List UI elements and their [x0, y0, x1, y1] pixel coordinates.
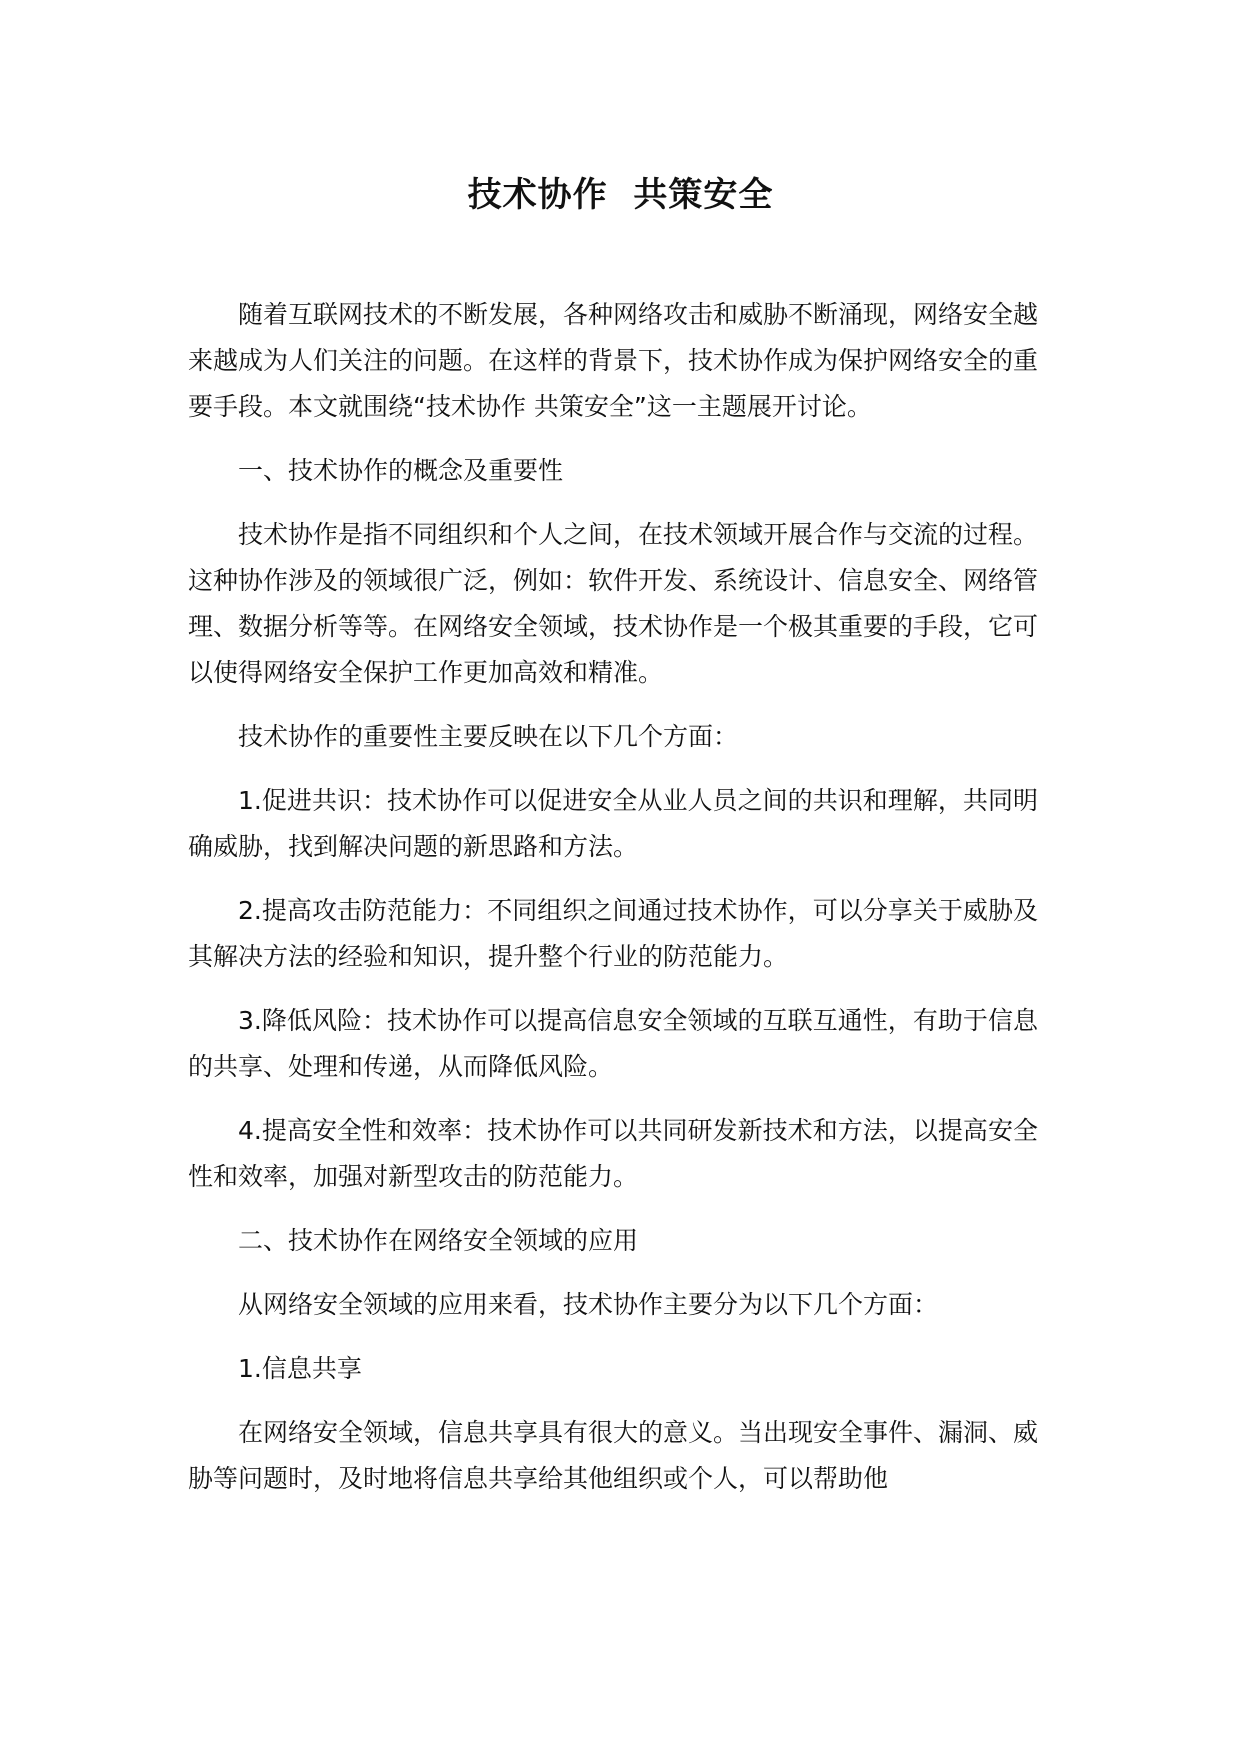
document-title: 技术协作 共策安全	[467, 175, 774, 215]
list-item-2: 2.提高攻击防范能力：不同组织之间通过技术协作，可以分享关于威胁及其解决方法的经验和知识，提升整个行业的防范能力。	[188, 896, 1038, 971]
paragraph-concept: 技术协作是指不同组织和个人之间，在技术领域开展合作与交流的过程。这种协作涉及的领域很广泛，例如：软件开发、系统设计、信息安全、网络管理、数据分析等等。在网络安全领域，技术协作是一个极其重要的手段，它可以使得网络安全保护工作更加高效和精准。	[188, 520, 1039, 687]
paragraph-intro: 随着互联网技术的不断发展，各种网络攻击和威胁不断涌现，网络安全越来越成为人们关注的问题。在这样的背景下，技术协作成为保护网络安全的重要手段。本文就围绕“技术协作 共策安全”这一主题展开讨论。	[188, 300, 1039, 421]
paragraph-info-sharing: 在网络安全领域，信息共享具有很大的意义。当出现安全事件、漏洞、威胁等问题时，及时地将信息共享给其他组织或个人，可以帮助他	[188, 1418, 1039, 1493]
list-item-4: 4.提高安全性和效率：技术协作可以共同研发新技术和方法，以提高安全性和效率，加强对新型攻击的防范能力。	[188, 1116, 1038, 1191]
paragraph-application-intro: 从网络安全领域的应用来看，技术协作主要分为以下几个方面：	[238, 1290, 939, 1319]
document-body	[188, 292, 1038, 1520]
list-item-1: 1.促进共识：技术协作可以促进安全从业人员之间的共识和理解，共同明确威胁，找到解决问题的新思路和方法。	[188, 786, 1038, 861]
section-heading-2: 二、技术协作在网络安全领域的应用	[238, 1226, 639, 1255]
paragraph-importance-intro: 技术协作的重要性主要反映在以下几个方面：	[238, 722, 739, 751]
section-heading-1: 一、技术协作的概念及重要性	[238, 456, 564, 485]
subheading-info-sharing: 1.信息共享	[238, 1354, 362, 1383]
list-item-3: 3.降低风险：技术协作可以提高信息安全领域的互联互通性，有助于信息的共享、处理和传递，从而降低风险。	[188, 1006, 1038, 1081]
